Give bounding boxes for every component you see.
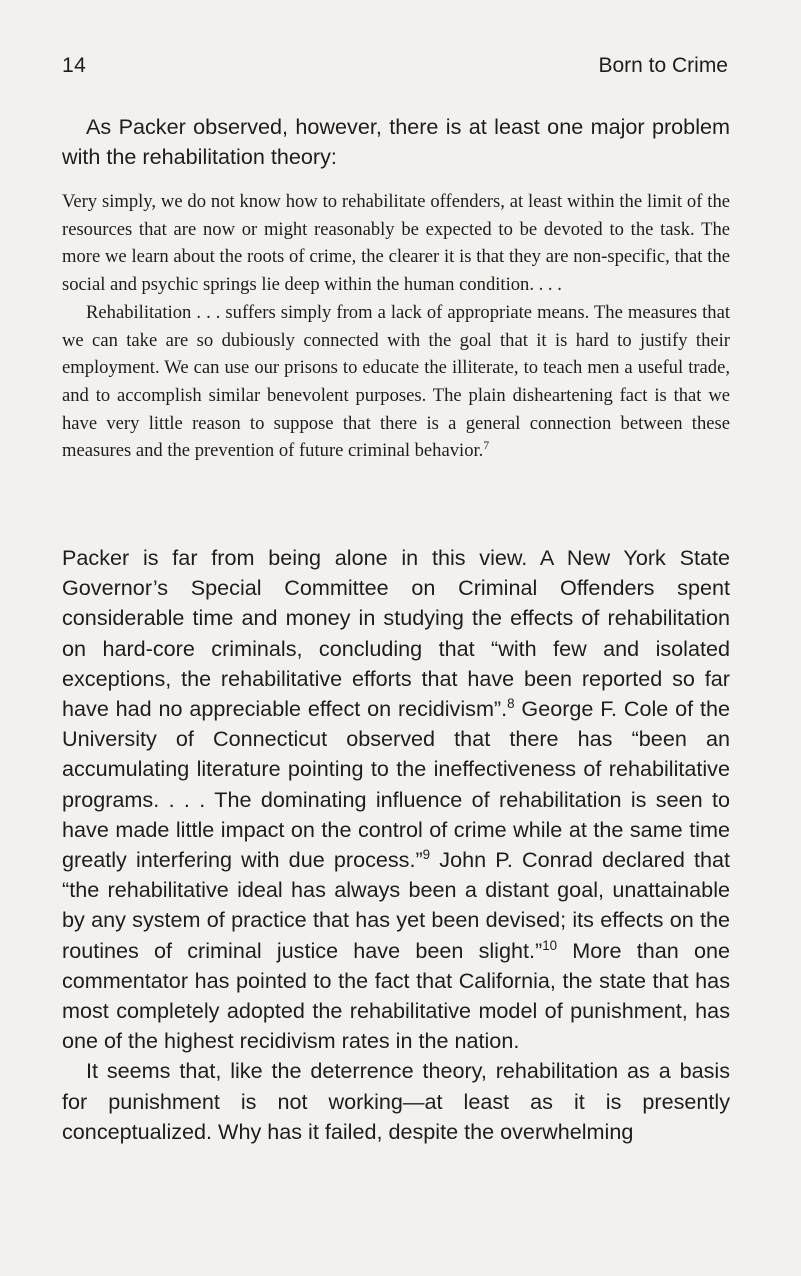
footnote-ref-7: 7 xyxy=(483,440,490,453)
footnote-ref-10: 10 xyxy=(542,937,558,953)
main-paragraph-1-part-a: Packer is far from being alone in this view. A New York State Governor’s Special Committee on Criminal Offenders spent considerable time and money in studying the effects of rehabilitation on hard-core criminals, concluding that “with few and isolated exceptions, the rehabilitative efforts that have been reported so far have had no appreciable effect on recidivism”. xyxy=(62,545,730,722)
main-text xyxy=(62,543,730,1147)
quote-paragraph-2-text: Rehabilitation . . . suffers simply from a lack of appropriate means. The measures that we can take are so dubiously connected with the goal that it is hard to justify their employment. We can use our prisons to educate the illiterate, to teach men a useful trade, and to accomplish similar benevolent purposes. The plain disheartening fact is that we have very little reason to suppose that there is a general connection between these measures and the prevention of future criminal behavior. xyxy=(62,301,730,462)
main-paragraph-1-part-c: John P. Conrad declared that “the rehabilitative ideal has always been a distant goal, unattainable by any system of practice that has yet been devised; its effects on the routines of criminal justice have been slight.” xyxy=(62,847,730,963)
main-paragraph-1-part-d: More than one commentator has pointed to the fact that California, the state that has most completely adopted the rehabilitative model of punishment, has one of the highest recidivism rates in the nation. xyxy=(62,937,730,1054)
footnote-ref-8: 8 xyxy=(507,695,515,711)
main-paragraph-2: It seems that, like the deterrence theory, rehabilitation as a basis for punishment is not working—at least as it is presently conceptualized. Why has it failed, despite the overwhelming xyxy=(62,1058,730,1144)
main-paragraph-1 xyxy=(62,543,730,1056)
quote-paragraph-1: Very simply, we do not know how to rehabilitate offenders, at least within the limit of the resources that are now or might reasonably be expected to be devoted to the task. The more we learn about the roots of crime, the clearer it is that they are non-specific, that the social and psychic springs lie deep within the human condition. . . . xyxy=(62,191,730,296)
quote-paragraph-2 xyxy=(62,299,730,465)
main-paragraph-1-part-b: George F. Cole of the University of Connecticut observed that there has “been an accumulating literature pointing to the ineffectiveness of rehabilitative programs. . . . The dominating influence of rehabilitation is seen to have made little impact on the control of crime while at the same time greatly interfering with due process.” xyxy=(62,696,730,873)
page-number: 14 xyxy=(62,54,87,77)
running-title: Born to Crime xyxy=(598,54,728,77)
running-head xyxy=(62,54,728,84)
lead-paragraph xyxy=(62,112,730,172)
lead-paragraph-text: As Packer observed, however, there is at least one major problem with the rehabilitation theory: xyxy=(62,114,730,170)
block-quote xyxy=(62,188,730,465)
footnote-ref-9: 9 xyxy=(422,846,431,862)
